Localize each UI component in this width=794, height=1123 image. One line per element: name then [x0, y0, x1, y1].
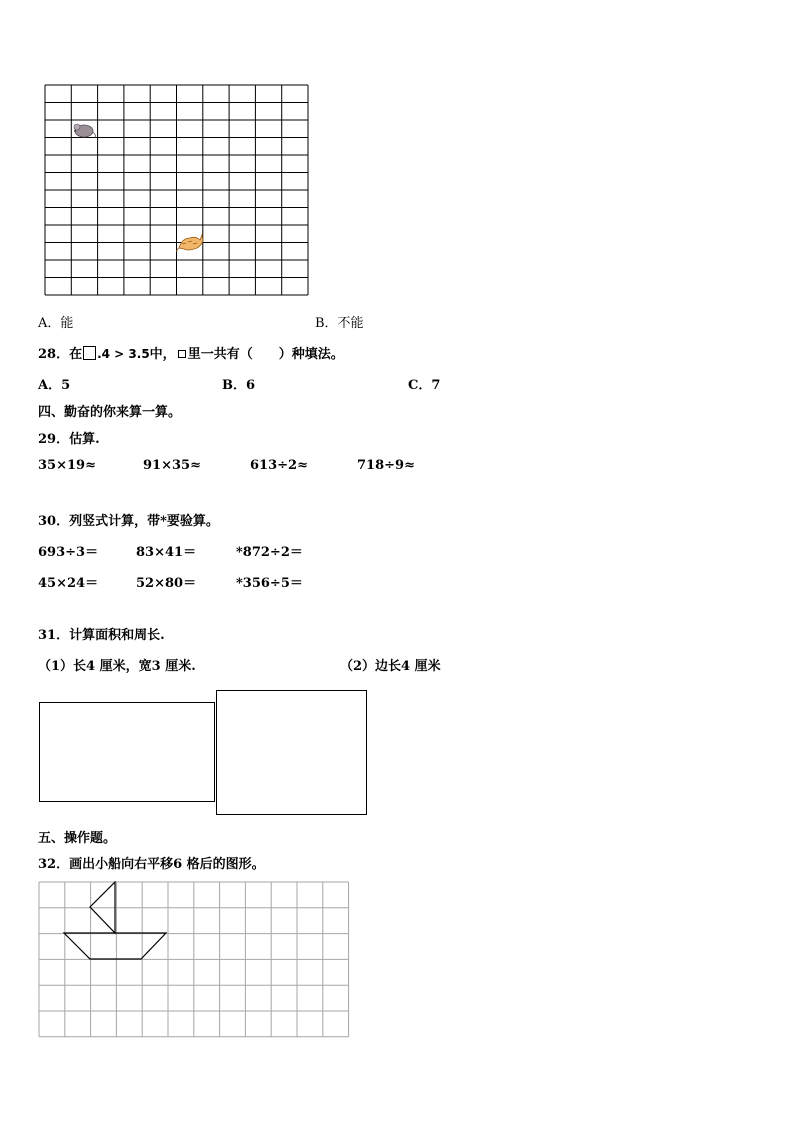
q28-option-c[interactable]: C．7 — [408, 378, 441, 393]
q28-suffix: 里一共有（ ）种填法。 — [187, 347, 344, 362]
q30-title: 30．列竖式计算，带*要验算。 — [38, 514, 219, 529]
q31-part1: （1）长4 厘米，宽3 厘米. — [38, 659, 196, 674]
small-square-icon — [178, 350, 186, 358]
q30-item: 83×41＝ — [136, 545, 197, 560]
q28-math: .4 > 3.5 — [97, 347, 150, 361]
rectangle-figure — [39, 702, 215, 802]
q30-item: 45×24＝ — [38, 576, 99, 591]
q30-item: 52×80＝ — [136, 576, 197, 591]
q27-grid — [44, 84, 310, 296]
q28-question — [38, 343, 344, 362]
q30-item: *356÷5＝ — [236, 576, 303, 591]
q28-middle: 中， — [149, 347, 176, 362]
q31-part2: （2）边长4 厘米 — [340, 659, 441, 674]
q27-option-a[interactable]: A．能 — [38, 316, 74, 331]
q28-option-a[interactable]: A．5 — [38, 378, 71, 393]
blank-square-icon — [83, 346, 96, 360]
q31-title: 31．计算面积和周长. — [38, 628, 165, 643]
q32-title: 32．画出小船向右平移6 格后的图形。 — [38, 857, 265, 872]
mouse-icon — [74, 124, 96, 138]
q32-grid — [38, 881, 350, 1039]
cat-icon — [177, 235, 203, 252]
section5-title: 五、操作题。 — [38, 831, 117, 846]
q29-item: 35×19≈ — [38, 458, 96, 473]
q29-item: 613÷2≈ — [250, 458, 308, 473]
q28-option-b[interactable]: B．6 — [222, 378, 256, 393]
q29-item: 718÷9≈ — [357, 458, 415, 473]
q27-option-b[interactable]: B．不能 — [315, 316, 364, 331]
q30-item: 693÷3＝ — [38, 545, 99, 560]
square-figure — [216, 690, 367, 815]
section4-title: 四、勤奋的你来算一算。 — [38, 405, 182, 420]
q28-prefix: 28．在 — [38, 347, 83, 362]
q30-item: *872÷2＝ — [236, 545, 303, 560]
boat-icon — [64, 882, 166, 959]
q29-title: 29．估算. — [38, 432, 100, 447]
q29-item: 91×35≈ — [143, 458, 201, 473]
